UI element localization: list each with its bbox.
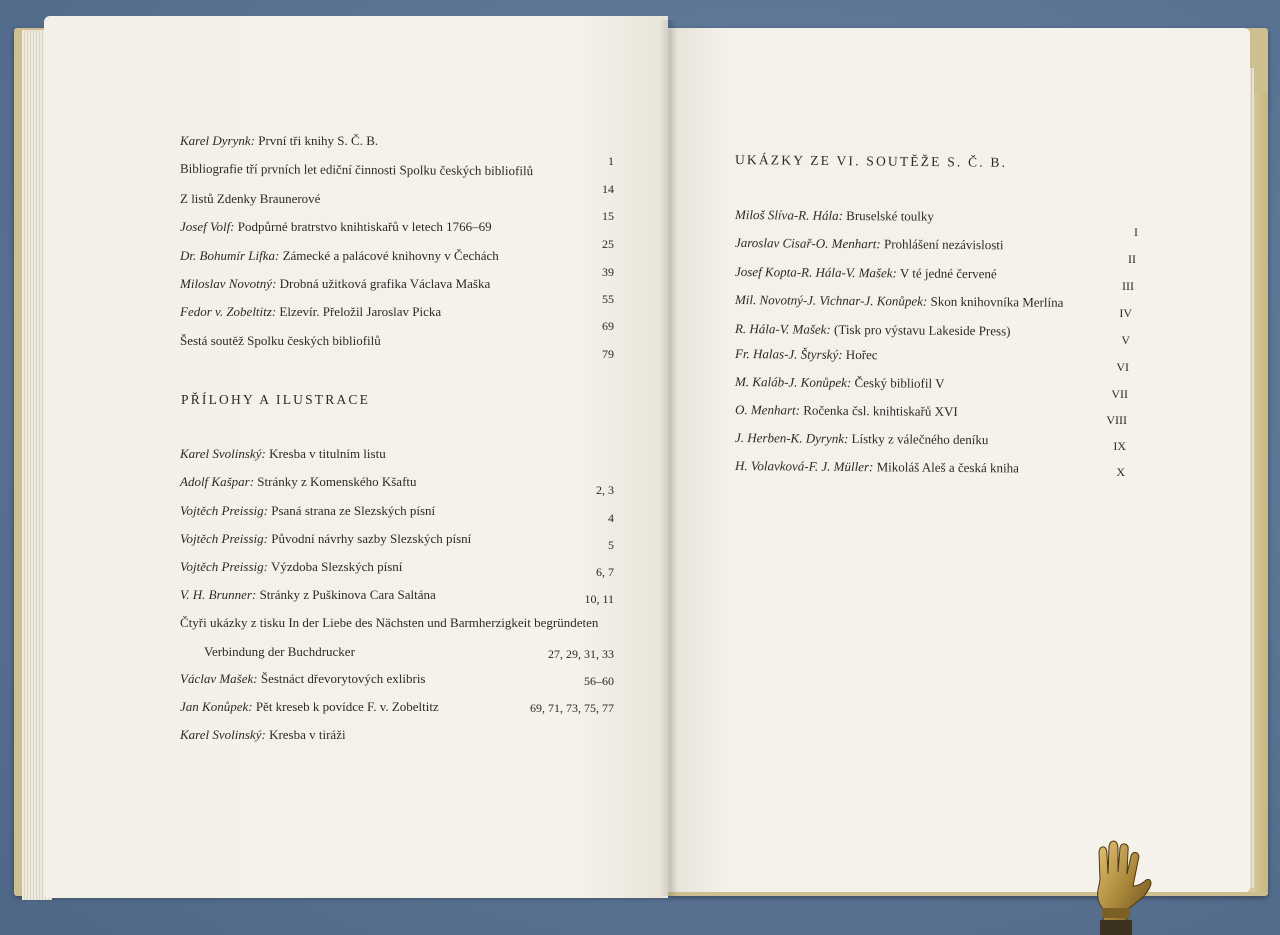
toc-page-number: 55 [602,292,614,306]
sample-title: Český bibliofil V [854,375,945,391]
sample-entry [735,292,1064,311]
appendix-entry [180,559,402,575]
appendix-title: Původní návrhy sazby Slezských písní [271,531,472,546]
sample-author: J. Herben-K. Dyrynk: [734,430,849,446]
sample-entry [735,458,1019,476]
appendix-entry [180,531,471,547]
appendix-author: Václav Mašek: [180,671,258,686]
sample-author: Josef Kopta-R. Hála-V. Mašek: [734,264,897,281]
toc-title: První tři knihy S. Č. B. [258,133,379,148]
toc-title: Drobná užitková grafika Václava Maška [279,276,491,291]
sample-author: Jaroslav Cisař-O. Menhart: [734,235,881,252]
appendix-page-number: 4 [608,511,614,525]
sample-author: Mil. Novotný-J. Vichnar-J. Konůpek: [734,292,928,309]
appendix-heading: PŘÍLOHY A ILUSTRACE [181,392,371,407]
sample-plate-number: X [1116,465,1125,479]
sample-plate-number: III [1122,279,1134,293]
appendix-author: Vojtěch Preissig: [180,503,268,518]
appendix-author: Karel Svolinský: [180,446,266,461]
sample-author: R. Hála-V. Mašek: [734,321,831,337]
appendix-page-number: 69, 71, 73, 75, 77 [530,701,614,715]
toc-author: Fedor v. Zobeltitz: [180,304,277,319]
appendix-author: Adolf Kašpar: [180,474,255,489]
sample-title: Mikoláš Aleš a česká kniha [876,459,1019,476]
sample-plate-number: VIII [1106,413,1127,427]
toc-page-number: 79 [602,347,614,361]
appendix-entry [180,474,417,490]
samples-heading: UKÁZKY ZE VI. SOUTĚŽE S. Č. B. [734,152,1008,170]
appendix-title: Stránky z Puškinova Cara Saltána [259,587,436,602]
sample-author: H. Volavková-F. J. Müller: [734,458,874,475]
sample-author: O. Menhart: [734,402,801,418]
appendix-author: V. H. Brunner: [180,587,257,602]
sample-entry [735,402,958,420]
sample-plate-number: V [1121,333,1130,347]
sample-title: Prohlášení nezávislosti [883,236,1004,253]
sample-title: Ročenka čsl. knihtiskařů XVI [803,402,958,419]
toc-title: Šestá soutěž Spolku českých bibliofilů [180,333,381,348]
appendix-entry [180,699,439,715]
appendix-entry [204,644,355,660]
toc-author: Miloslav Novotný: [180,276,277,291]
appendix-title: Výzdoba Slezských písní [271,559,403,574]
sample-title: Bruselské toulky [846,207,935,224]
sample-title: Skon knihovníka Merlína [930,293,1064,310]
appendix-entry [180,671,426,687]
toc-page-number: 25 [602,237,614,251]
sample-plate-number: IV [1119,306,1132,320]
sample-author: Miloš Slíva-R. Hála: [734,207,844,223]
toc-page-number: 15 [602,209,614,223]
sample-entry [735,430,989,448]
toc-title: Podpůrné bratrstvo knihtiskařů v letech 1766–69 [237,219,492,234]
toc-entry [180,276,490,292]
sample-entry [735,207,934,225]
appendix-page-number: 56–60 [584,674,614,688]
toc-entry [180,333,381,349]
toc-author: Dr. Bohumír Lifka: [180,248,280,263]
appendix-page-number: 6, 7 [596,565,614,579]
book-gutter [660,20,678,896]
appendix-page-number: 10, 11 [584,592,614,606]
toc-entry [180,133,378,149]
sample-author: M. Kaláb-J. Konůpek: [734,374,852,391]
sample-title: V té jedné červené [899,265,997,282]
sample-title: Lístky z válečného deníku [851,431,989,448]
toc-author: Josef Volf: [180,219,235,234]
sample-plate-number: I [1134,225,1138,239]
sample-plate-number: VII [1111,387,1128,401]
sample-author: Fr. Halas-J. Štyrský: [734,346,843,362]
appendix-title: Psaná strana ze Slezských písní [271,503,436,518]
toc-author: Karel Dyrynk: [180,133,255,148]
sample-entry [735,346,878,363]
toc-entry [180,191,320,207]
toc-entry [180,248,499,264]
sample-title: Hořec [845,346,878,363]
sample-plate-number: VI [1116,360,1129,374]
appendix-author: Jan Konůpek: [180,699,253,714]
toc-entry [180,219,492,235]
toc-entry [180,304,441,320]
appendix-author: Karel Svolinský: [180,727,266,742]
sample-plate-number: IX [1113,439,1126,453]
sample-title: (Tisk pro výstavu Lakeside Press) [833,321,1011,339]
appendix-entry [180,503,435,519]
appendix-title: Čtyři ukázky z tisku In der Liebe des Nächsten und Barmherzigkeit begründeten [180,615,599,630]
appendix-author: Vojtěch Preissig: [180,531,268,546]
appendix-page-number: 2, 3 [596,483,614,497]
brass-hand-page-weight [1082,840,1154,935]
toc-title: Bibliografie tří prvních let ediční činnosti Spolku českých bibliofilů [179,160,534,179]
toc-title: Zámecké a palácové knihovny v Čechách [282,248,499,263]
sample-plate-number: II [1128,252,1136,266]
appendix-title: Šestnáct dřevorytových exlibris [260,671,426,686]
toc-title: Elzevír. Přeložil Jaroslav Picka [279,304,442,319]
appendix-page-number: 27, 29, 31, 33 [548,647,614,661]
appendix-title: Stránky z Komenského Kšaftu [257,474,417,489]
toc-page-number: 69 [602,319,614,333]
toc-page-number: 39 [602,265,614,279]
appendix-title: Pět kreseb k povídce F. v. Zobeltitz [255,699,439,714]
appendix-entry [180,587,436,603]
toc-entry [180,161,533,179]
sample-entry [735,235,1004,253]
appendix-author: Vojtěch Preissig: [180,559,268,574]
sample-entry [735,321,1011,339]
appendix-title: Kresba v titulním listu [269,446,386,461]
appendix-entry [180,615,598,631]
appendix-entry [180,446,386,462]
appendix-title: Verbindung der Buchdrucker [204,644,355,659]
appendix-entry [180,727,346,743]
sample-entry [735,264,997,282]
toc-page-number: 1 [608,154,614,168]
appendix-page-number: 5 [608,538,614,552]
toc-page-number: 14 [602,182,614,196]
sample-entry [735,374,945,392]
appendix-title: Kresba v tiráži [269,727,346,742]
toc-title: Z listů Zdenky Braunerové [180,191,321,206]
